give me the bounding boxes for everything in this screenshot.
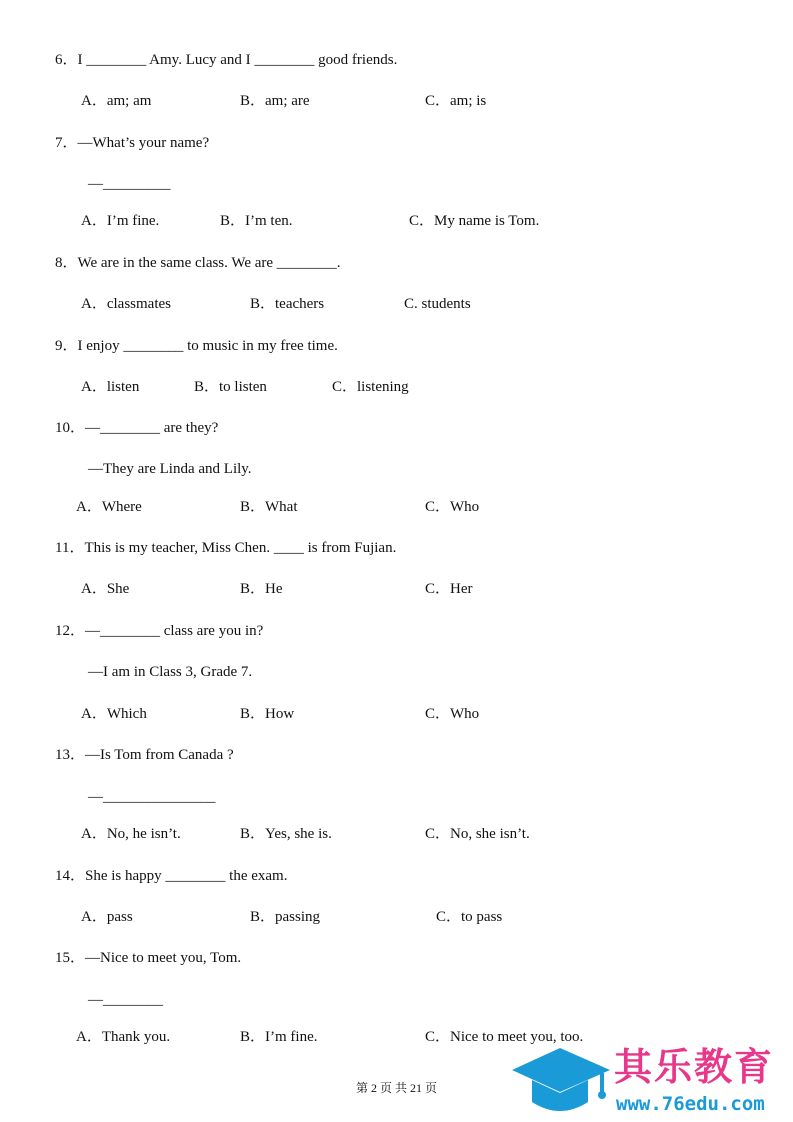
question-6-stem: 6．I ________ Amy. Lucy and I ________ good friends.: [55, 52, 398, 68]
question-7-option-a[interactable]: A．I’m fine.: [81, 213, 160, 229]
question-10-reply: —They are Linda and Lily.: [88, 461, 252, 477]
question-6-option-a[interactable]: A．am; am: [81, 93, 152, 109]
question-13-option-b[interactable]: B．Yes, she is.: [240, 826, 332, 842]
question-7-answer-line: —_________: [88, 176, 171, 192]
question-9-option-c[interactable]: C．listening: [332, 379, 409, 395]
question-11-option-a[interactable]: A．She: [81, 581, 130, 597]
question-10-option-a[interactable]: A．Where: [76, 499, 142, 515]
question-11-stem: 11．This is my teacher, Miss Chen. ____ is from Fujian.: [55, 540, 397, 556]
question-11-option-b[interactable]: B．He: [240, 581, 283, 597]
question-9-option-b[interactable]: B．to listen: [194, 379, 267, 395]
question-7-option-b[interactable]: B．I’m ten.: [220, 213, 293, 229]
question-12-option-a[interactable]: A．Which: [81, 706, 147, 722]
question-8-option-c[interactable]: C. students: [404, 296, 471, 312]
question-15-stem: 15．—Nice to meet you, Tom.: [55, 950, 242, 966]
question-7-stem: 7．—What’s your name?: [55, 135, 210, 151]
question-13-stem: 13．—Is Tom from Canada ?: [55, 747, 234, 763]
question-14-option-b[interactable]: B．passing: [250, 909, 321, 925]
question-9-option-a[interactable]: A．listen: [81, 379, 140, 395]
question-10-stem: 10．—________ are they?: [55, 420, 219, 436]
question-14-option-a[interactable]: A．pass: [81, 909, 133, 925]
question-8-stem: 8．We are in the same class. We are ________.: [55, 255, 341, 271]
question-8-option-b[interactable]: B．teachers: [250, 296, 325, 312]
question-11-option-c[interactable]: C．Her: [425, 581, 473, 597]
question-6-option-b[interactable]: B．am; are: [240, 93, 310, 109]
question-12-reply: —I am in Class 3, Grade 7.: [88, 664, 253, 680]
question-12-option-b[interactable]: B．How: [240, 706, 295, 722]
question-12-option-c[interactable]: C．Who: [425, 706, 480, 722]
page-footer: 第 2 页 共 21 页: [355, 1081, 437, 1095]
question-15-option-c[interactable]: C．Nice to meet you, too.: [425, 1029, 584, 1045]
question-10-option-b[interactable]: B．What: [240, 499, 298, 515]
question-15-option-b[interactable]: B．I’m fine.: [240, 1029, 318, 1045]
question-15-option-a[interactable]: A．Thank you.: [76, 1029, 171, 1045]
question-14-stem: 14．She is happy ________ the exam.: [55, 868, 288, 884]
question-14-option-c[interactable]: C．to pass: [436, 909, 503, 925]
question-13-answer-line: —_______________: [88, 789, 216, 805]
watermark-url: www.76edu.com: [616, 1093, 765, 1115]
question-13-option-c[interactable]: C．No, she isn’t.: [425, 826, 530, 842]
watermark-brand-name: 其乐教育: [614, 1045, 775, 1089]
question-15-answer-line: —________: [88, 992, 163, 1008]
question-13-option-a[interactable]: A．No, he isn’t.: [81, 826, 181, 842]
question-9-stem: 9．I enjoy ________ to music in my free time.: [55, 338, 338, 354]
question-7-option-c[interactable]: C．My name is Tom.: [409, 213, 540, 229]
question-10-option-c[interactable]: C．Who: [425, 499, 480, 515]
question-6-option-c[interactable]: C．am; is: [425, 93, 487, 109]
question-8-option-a[interactable]: A．classmates: [81, 296, 171, 312]
question-12-stem: 12．—________ class are you in?: [55, 623, 264, 639]
